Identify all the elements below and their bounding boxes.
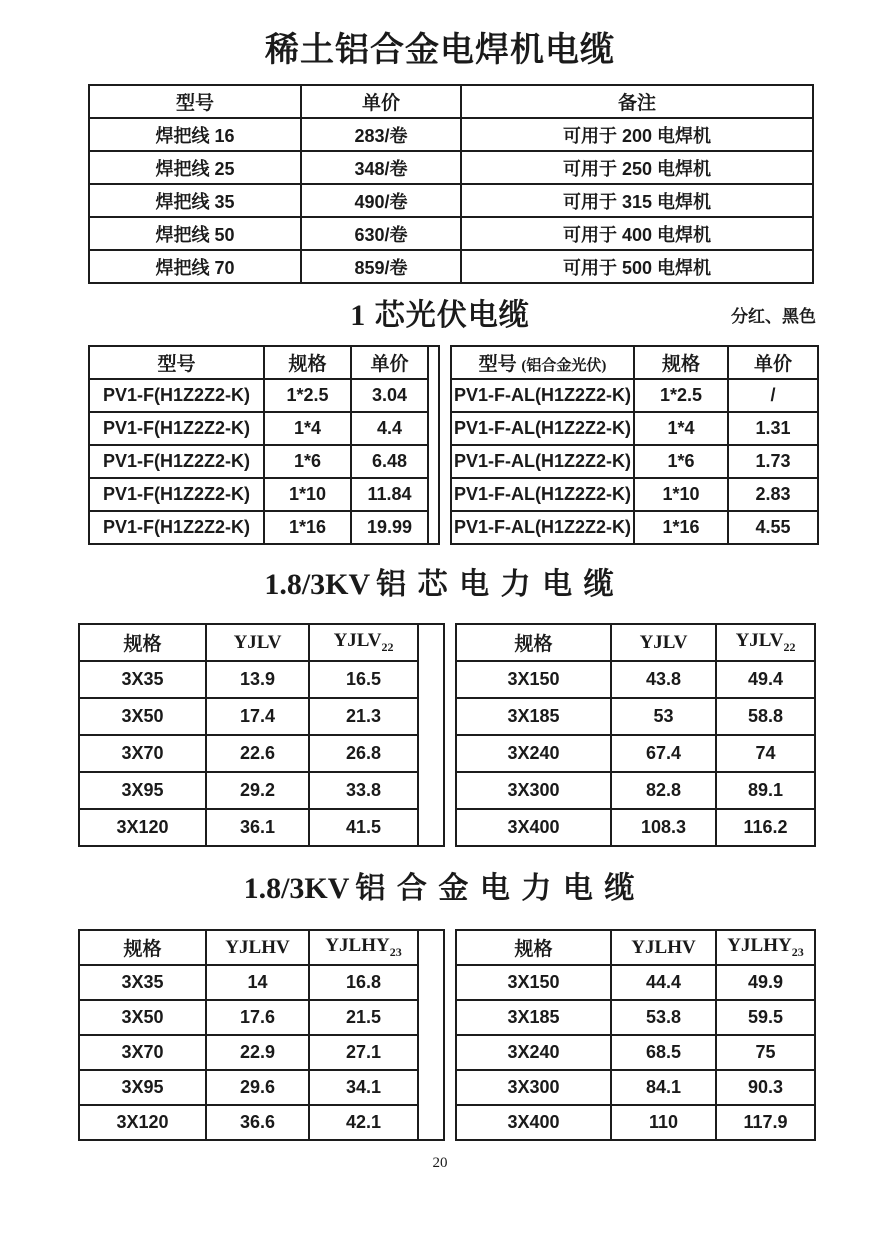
- table-cell: 43.8: [611, 661, 716, 698]
- table-cell: 630/卷: [301, 217, 461, 250]
- col-header-model: 型号: [89, 85, 301, 118]
- table-cell: 焊把线 16: [89, 118, 301, 151]
- table-row: [89, 250, 813, 283]
- table-cell: 16.5: [309, 661, 418, 698]
- col-header-unit-price: 单价: [728, 346, 818, 379]
- table-cell: 3X70: [79, 735, 206, 772]
- table-cell: 3X300: [456, 1070, 611, 1105]
- welding-cable-table: [88, 84, 814, 284]
- table-cell: 17.6: [206, 1000, 309, 1035]
- table-row: [456, 735, 815, 772]
- spacer-column: [418, 624, 444, 846]
- table-cell: 3X120: [79, 809, 206, 846]
- table-cell: 6.48: [351, 445, 428, 478]
- pv-cable-table-left: [88, 345, 440, 545]
- table-cell: 348/卷: [301, 151, 461, 184]
- col-header-yjlhy23: $YJLHY_{23}$: [716, 930, 815, 965]
- col-header-spec: 规格: [634, 346, 728, 379]
- table-cell: 17.4: [206, 698, 309, 735]
- table-cell: 49.4: [716, 661, 815, 698]
- table-cell: 59.5: [716, 1000, 815, 1035]
- table-cell: 36.1: [206, 809, 309, 846]
- table-cell: 1*4: [634, 412, 728, 445]
- table-cell: 21.5: [309, 1000, 418, 1035]
- table-cell: 4.55: [728, 511, 818, 544]
- table-cell: 3X150: [456, 661, 611, 698]
- table-row: [456, 1105, 815, 1140]
- col-header-spec: 规格: [456, 930, 611, 965]
- table-row: [89, 184, 813, 217]
- col-header-remark: 备注: [461, 85, 813, 118]
- table-cell: 74: [716, 735, 815, 772]
- table-cell: 53.8: [611, 1000, 716, 1035]
- section-title-welding-cable: 稀土铝合金电焊机电缆: [265, 32, 615, 69]
- table-cell: 75: [716, 1035, 815, 1070]
- table-header-row: [456, 930, 815, 965]
- col-header-yjlhv: YJLHV: [611, 930, 716, 965]
- table-row: [79, 661, 444, 698]
- table-cell: 可用于 250 电焊机: [461, 151, 813, 184]
- table-row: [89, 511, 439, 544]
- table-cell: PV1-F(H1Z2Z2-K): [89, 379, 264, 412]
- table-cell: 14: [206, 965, 309, 1000]
- table-cell: /: [728, 379, 818, 412]
- table-row: [89, 445, 439, 478]
- table-cell: 可用于 400 电焊机: [461, 217, 813, 250]
- table-row: [89, 118, 813, 151]
- table-cell: 36.6: [206, 1105, 309, 1140]
- table-cell: 82.8: [611, 772, 716, 809]
- table-cell: 89.1: [716, 772, 815, 809]
- table-cell: 22.6: [206, 735, 309, 772]
- table-cell: 1*2.5: [264, 379, 351, 412]
- table-cell: 1*10: [634, 478, 728, 511]
- table-row: [79, 1000, 444, 1035]
- table-cell: 3X50: [79, 698, 206, 735]
- al-alloy-table-left: [78, 929, 445, 1141]
- table-cell: 3X35: [79, 965, 206, 1000]
- table-cell: PV1-F(H1Z2Z2-K): [89, 511, 264, 544]
- table-cell: 1*4: [264, 412, 351, 445]
- table-row: [79, 965, 444, 1000]
- table-cell: 44.4: [611, 965, 716, 1000]
- table-cell: PV1-F-AL(H1Z2Z2-K): [451, 511, 634, 544]
- table-cell: 33.8: [309, 772, 418, 809]
- color-note: 分红、黑色: [731, 307, 816, 326]
- col-header-yjlv: YJLV: [206, 624, 309, 661]
- al-core-table-right: [455, 623, 816, 847]
- table-cell: 4.4: [351, 412, 428, 445]
- table-cell: 22.9: [206, 1035, 309, 1070]
- table-cell: 110: [611, 1105, 716, 1140]
- table-row: [79, 735, 444, 772]
- table-cell: 859/卷: [301, 250, 461, 283]
- table-cell: 焊把线 50: [89, 217, 301, 250]
- table-cell: PV1-F(H1Z2Z2-K): [89, 412, 264, 445]
- col-header-model-alloy: 型号 (铝合金光伏): [451, 346, 634, 379]
- spacer-column: [418, 930, 444, 1140]
- table-cell: 焊把线 70: [89, 250, 301, 283]
- table-cell: 283/卷: [301, 118, 461, 151]
- table-header-row: [89, 85, 813, 118]
- table-header-row: [456, 624, 815, 661]
- table-cell: 3X400: [456, 1105, 611, 1140]
- table-cell: 2.83: [728, 478, 818, 511]
- table-cell: 1*6: [264, 445, 351, 478]
- col-header-unit-price: 单价: [351, 346, 428, 379]
- table-cell: 3X150: [456, 965, 611, 1000]
- table-cell: 3X400: [456, 809, 611, 846]
- table-cell: 3X300: [456, 772, 611, 809]
- col-header-spec: 规格: [79, 624, 206, 661]
- table-cell: 29.2: [206, 772, 309, 809]
- table-row: [456, 809, 815, 846]
- table-cell: 3X240: [456, 735, 611, 772]
- table-cell: 3X185: [456, 1000, 611, 1035]
- table-cell: 可用于 200 电焊机: [461, 118, 813, 151]
- page-number: 20: [432, 1155, 448, 1171]
- table-row: [79, 809, 444, 846]
- table-row: [456, 698, 815, 735]
- col-header-spec: 规格: [79, 930, 206, 965]
- table-row: [89, 379, 439, 412]
- table-cell: 58.8: [716, 698, 815, 735]
- table-cell: 3X35: [79, 661, 206, 698]
- col-header-yjlv22: $YJLV_{22}$: [716, 624, 815, 661]
- table-header-row: [79, 930, 444, 965]
- table-cell: PV1-F(H1Z2Z2-K): [89, 445, 264, 478]
- table-cell: 49.9: [716, 965, 815, 1000]
- table-row: [79, 1070, 444, 1105]
- table-cell: PV1-F(H1Z2Z2-K): [89, 478, 264, 511]
- col-header-unit-price: 单价: [301, 85, 461, 118]
- table-cell: 1*6: [634, 445, 728, 478]
- table-cell: 53: [611, 698, 716, 735]
- table-row: [89, 478, 439, 511]
- col-header-yjlv22: $YJLV_{22}$: [309, 624, 418, 661]
- table-row: [89, 151, 813, 184]
- al-alloy-table-right: [455, 929, 816, 1141]
- table-cell: 27.1: [309, 1035, 418, 1070]
- table-cell: 21.3: [309, 698, 418, 735]
- table-cell: 68.5: [611, 1035, 716, 1070]
- table-cell: 67.4: [611, 735, 716, 772]
- table-header-row: [451, 346, 818, 379]
- col-header-yjlv: YJLV: [611, 624, 716, 661]
- table-row: [79, 772, 444, 809]
- table-cell: 3X120: [79, 1105, 206, 1140]
- section-title-al-core-cable: 1.8/3KV 铝 芯 电 力 电 缆: [264, 568, 616, 601]
- table-cell: 1*2.5: [634, 379, 728, 412]
- al-alloy-cable-tables: [78, 929, 880, 1141]
- table-cell: 490/卷: [301, 184, 461, 217]
- table-row: [456, 1070, 815, 1105]
- table-cell: 19.99: [351, 511, 428, 544]
- table-cell: 3X50: [79, 1000, 206, 1035]
- section-title-al-alloy-cable: 1.8/3KV 铝 合 金 电 力 电 缆: [243, 872, 637, 905]
- table-cell: 3X95: [79, 772, 206, 809]
- table-cell: 1.73: [728, 445, 818, 478]
- table-row: [456, 965, 815, 1000]
- table-cell: 13.9: [206, 661, 309, 698]
- table-cell: 11.84: [351, 478, 428, 511]
- table-cell: 84.1: [611, 1070, 716, 1105]
- table-cell: 117.9: [716, 1105, 815, 1140]
- table-row: [89, 217, 813, 250]
- table-cell: PV1-F-AL(H1Z2Z2-K): [451, 379, 634, 412]
- table-cell: 可用于 315 电焊机: [461, 184, 813, 217]
- table-cell: 3X95: [79, 1070, 206, 1105]
- col-header-yjlhv: YJLHV: [206, 930, 309, 965]
- table-cell: PV1-F-AL(H1Z2Z2-K): [451, 445, 634, 478]
- table-cell: 41.5: [309, 809, 418, 846]
- table-cell: 可用于 500 电焊机: [461, 250, 813, 283]
- pv-cable-tables: [88, 345, 880, 545]
- table-row: [456, 1000, 815, 1035]
- table-cell: 3X240: [456, 1035, 611, 1070]
- table-row: [456, 661, 815, 698]
- table-cell: 90.3: [716, 1070, 815, 1105]
- table-row: [79, 1105, 444, 1140]
- table-row: [456, 1035, 815, 1070]
- table-header-row: [89, 346, 439, 379]
- table-cell: 1*16: [264, 511, 351, 544]
- table-row: [79, 698, 444, 735]
- table-cell: 焊把线 25: [89, 151, 301, 184]
- table-cell: PV1-F-AL(H1Z2Z2-K): [451, 412, 634, 445]
- section-header-pv-cable: [0, 297, 880, 335]
- table-row: [451, 511, 818, 544]
- table-row: [89, 412, 439, 445]
- table-row: [79, 1035, 444, 1070]
- pv-cable-table-right: [450, 345, 819, 545]
- table-cell: 3X185: [456, 698, 611, 735]
- col-header-spec: 规格: [456, 624, 611, 661]
- section-title-pv-cable: 1 芯光伏电缆: [350, 299, 530, 332]
- table-cell: 29.6: [206, 1070, 309, 1105]
- al-core-table-left: [78, 623, 445, 847]
- table-cell: 108.3: [611, 809, 716, 846]
- table-cell: PV1-F-AL(H1Z2Z2-K): [451, 478, 634, 511]
- spacer-column: [428, 346, 439, 544]
- table-cell: 焊把线 35: [89, 184, 301, 217]
- table-row: [451, 412, 818, 445]
- table-row: [451, 478, 818, 511]
- table-row: [451, 379, 818, 412]
- table-cell: 116.2: [716, 809, 815, 846]
- table-row: [456, 772, 815, 809]
- table-cell: 1*16: [634, 511, 728, 544]
- col-header-yjlhy23: $YJLHY_{23}$: [309, 930, 418, 965]
- table-cell: 1.31: [728, 412, 818, 445]
- col-header-model: 型号: [89, 346, 264, 379]
- table-cell: 26.8: [309, 735, 418, 772]
- table-cell: 16.8: [309, 965, 418, 1000]
- col-header-spec: 规格: [264, 346, 351, 379]
- table-header-row: [79, 624, 444, 661]
- table-cell: 1*10: [264, 478, 351, 511]
- table-cell: 42.1: [309, 1105, 418, 1140]
- table-cell: 3.04: [351, 379, 428, 412]
- table-row: [451, 445, 818, 478]
- table-cell: 3X70: [79, 1035, 206, 1070]
- al-core-cable-tables: [78, 623, 880, 847]
- table-cell: 34.1: [309, 1070, 418, 1105]
